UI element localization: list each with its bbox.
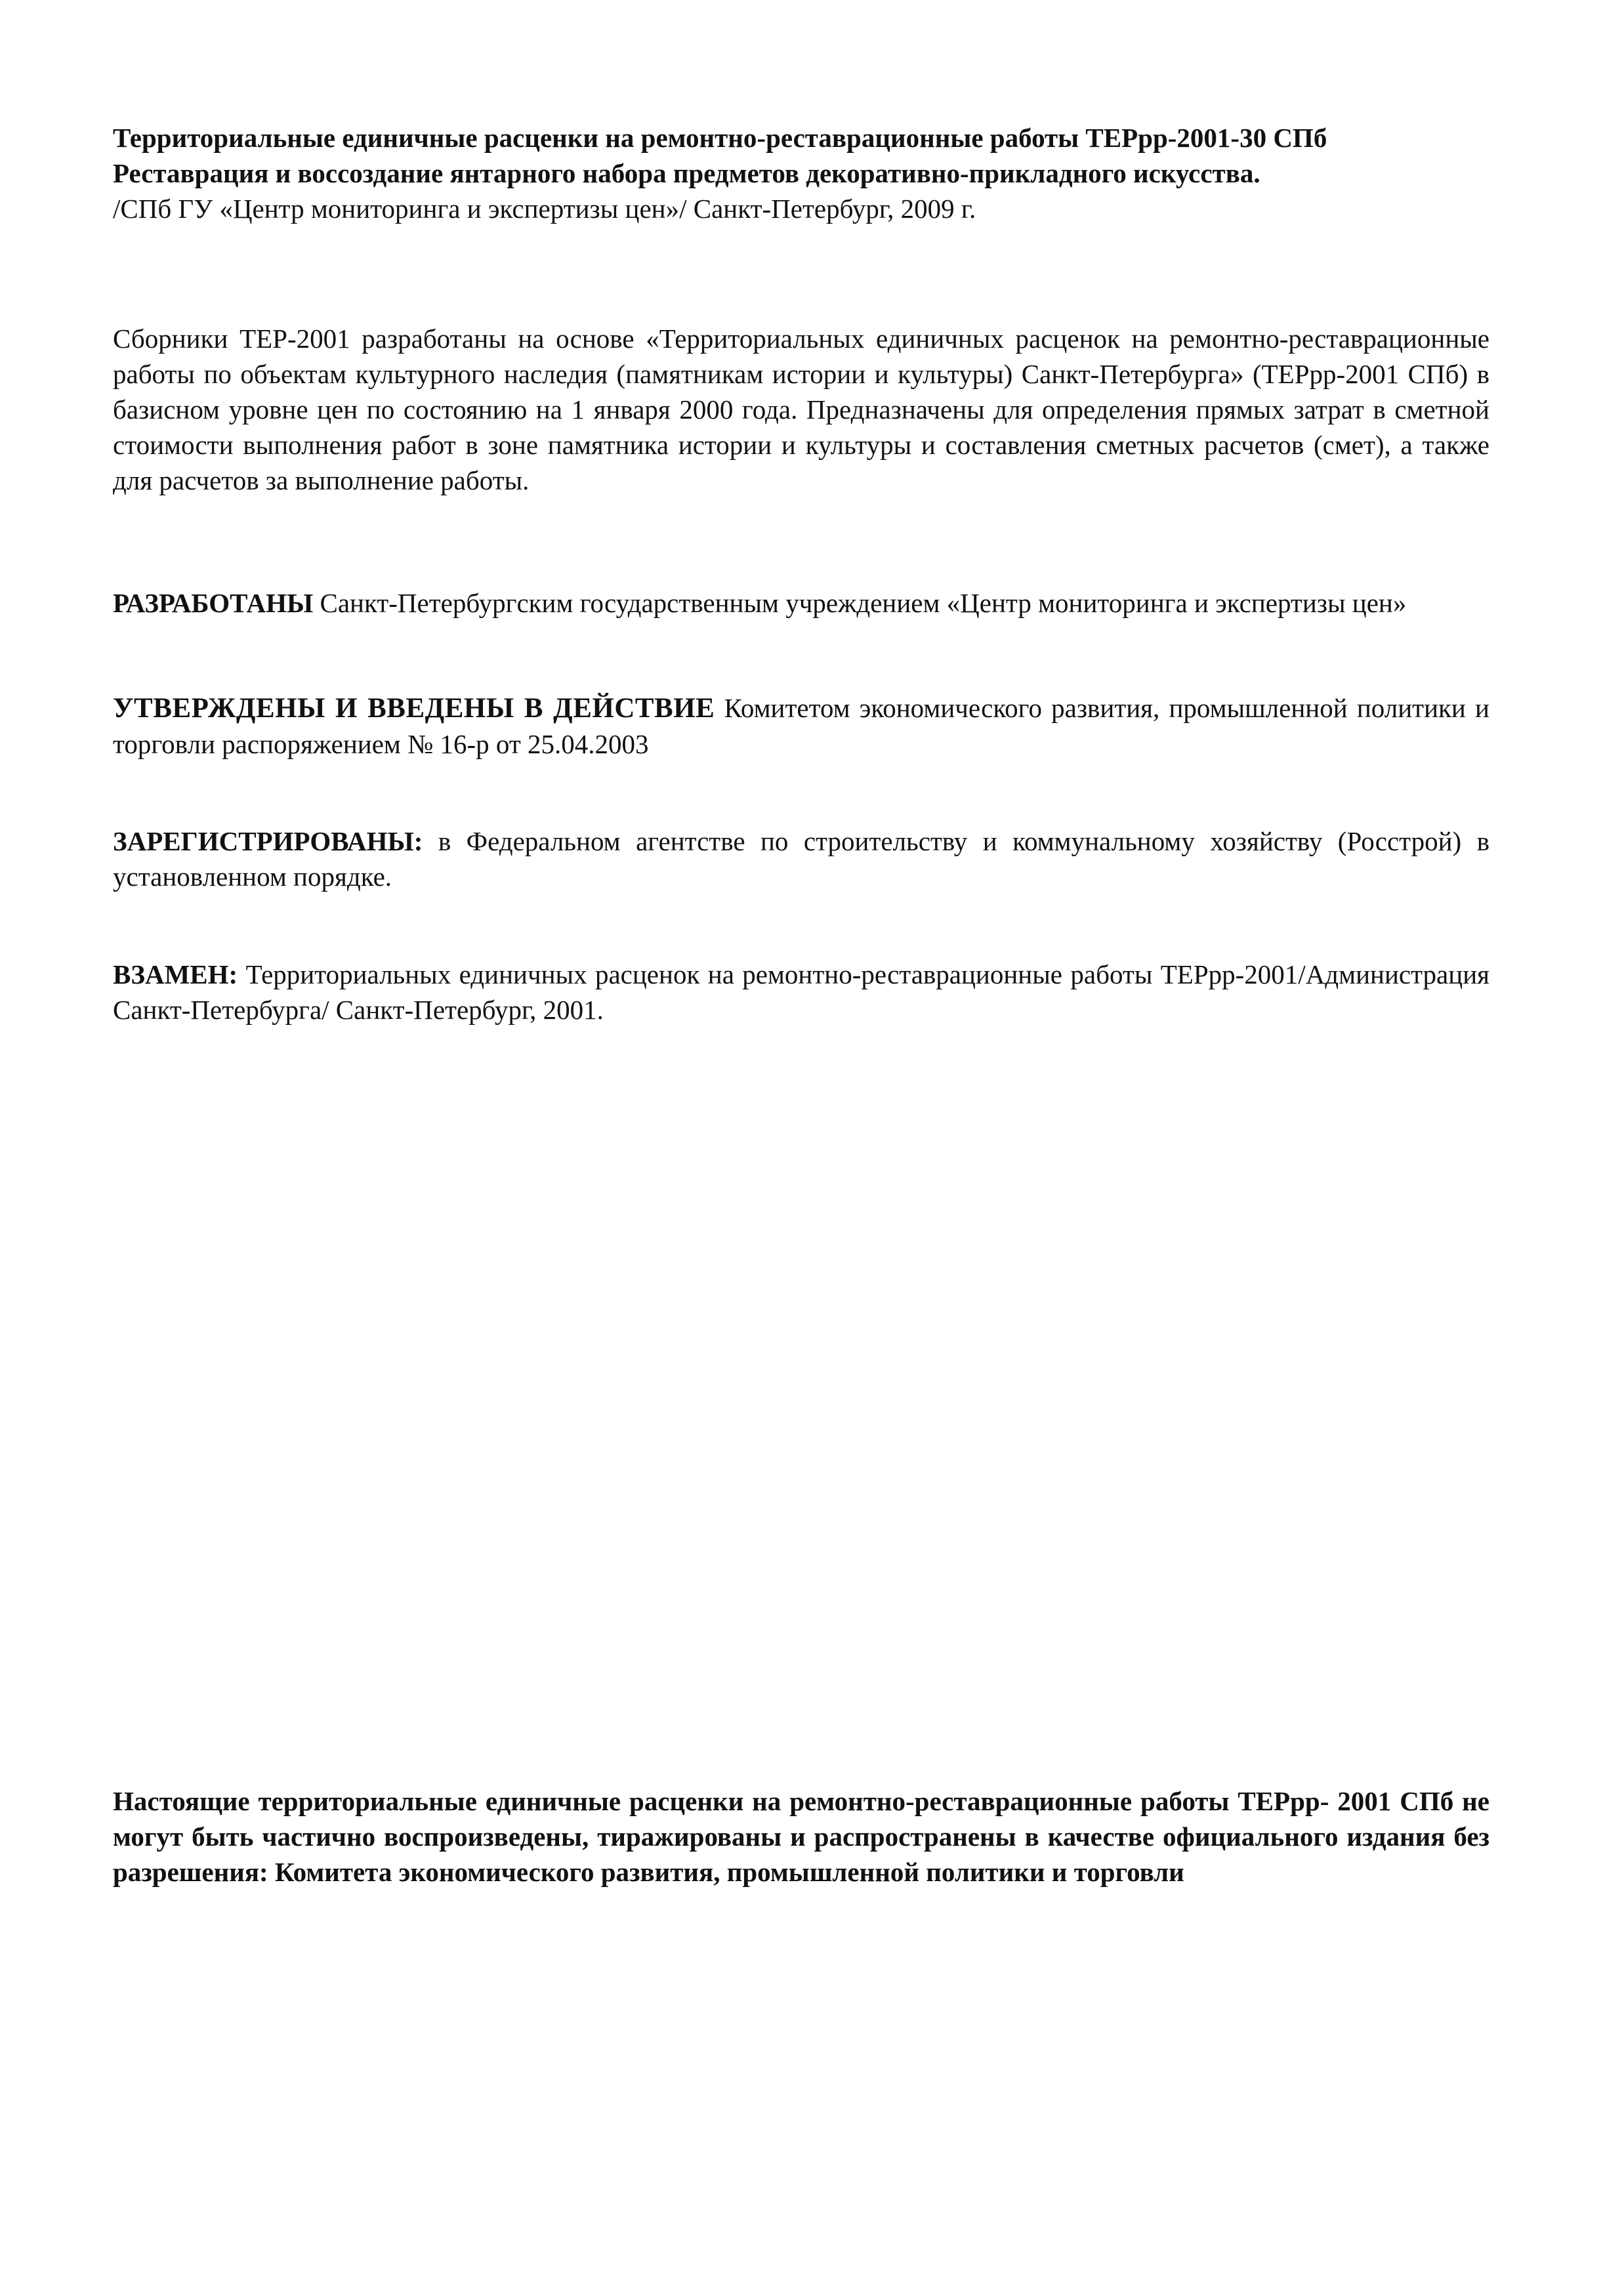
approved-paragraph <box>113 690 1489 762</box>
publisher-line: /СПб ГУ «Центр мониторинга и экспертизы цен»/ Санкт-Петербург, 2009 г. <box>113 194 976 224</box>
approved-label: УТВЕРЖДЕНЫ И ВВЕДЕНЫ В ДЕЙСТВИЕ <box>113 693 715 724</box>
copyright-notice <box>113 1783 1489 1890</box>
replaces-label: ВЗАМЕН: <box>113 959 238 989</box>
replaces-paragraph <box>113 957 1489 1028</box>
developed-paragraph <box>113 585 1489 621</box>
document-header <box>113 120 1489 226</box>
notice-text: Настоящие территориальные единичные расценки на ремонтно-реставрационные работы ТЕРрр- 2001 СПб не могут быть частично воспроизведены, тиражированы и распространены в качестве официального издания без разрешения: Комитета экономического развития, промышленной политики и торговли <box>113 1786 1489 1887</box>
intro-paragraph <box>113 321 1489 498</box>
collection-subtitle: Реставрация и воссоздание янтарного набора предметов декоративно-прикладного искусства. <box>113 158 1260 188</box>
developed-text: Санкт-Петербургским государственным учреждением «Центр мониторинга и экспертизы цен» <box>313 588 1407 618</box>
intro-text: Сборники ТЕР-2001 разработаны на основе «Территориальных единичных расценок на ремонтно-реставрационные работы по объектам культурного наследия (памятникам истории и культуры) Санкт-Петербурга» (ТЕРрр-2001 СПб) в базисном уровне цен по состоянию на 1 января 2000 года. Предназначены для определения прямых затрат в сметной стоимости выполнения работ в зоне памятника истории и культуры и составления сметных расчетов (смет), а также для расчетов за выполнение работы. <box>113 323 1489 495</box>
replaces-text: Территориальных единичных расценок на ремонтно-реставрационные работы ТЕРрр-2001/Администрация Санкт-Петербурга/ Санкт-Петербург, 2001. <box>113 959 1489 1025</box>
collection-title: Территориальные единичные расценки на ремонтно-реставрационные работы ТЕРрр-2001-30 СПб <box>113 123 1327 153</box>
registered-paragraph <box>113 823 1489 894</box>
registered-text: в Федеральном агентстве по строительству и коммунальному хозяйству (Росстрой) в установленном порядке. <box>113 826 1489 892</box>
developed-label: РАЗРАБОТАНЫ <box>113 588 314 618</box>
approved-text: Комитетом экономического развития, промышленной политики и торговли распоряжением № 16-р от 25.04.2003 <box>113 693 1489 759</box>
registered-label: ЗАРЕГИСТРИРОВАНЫ: <box>113 826 423 856</box>
